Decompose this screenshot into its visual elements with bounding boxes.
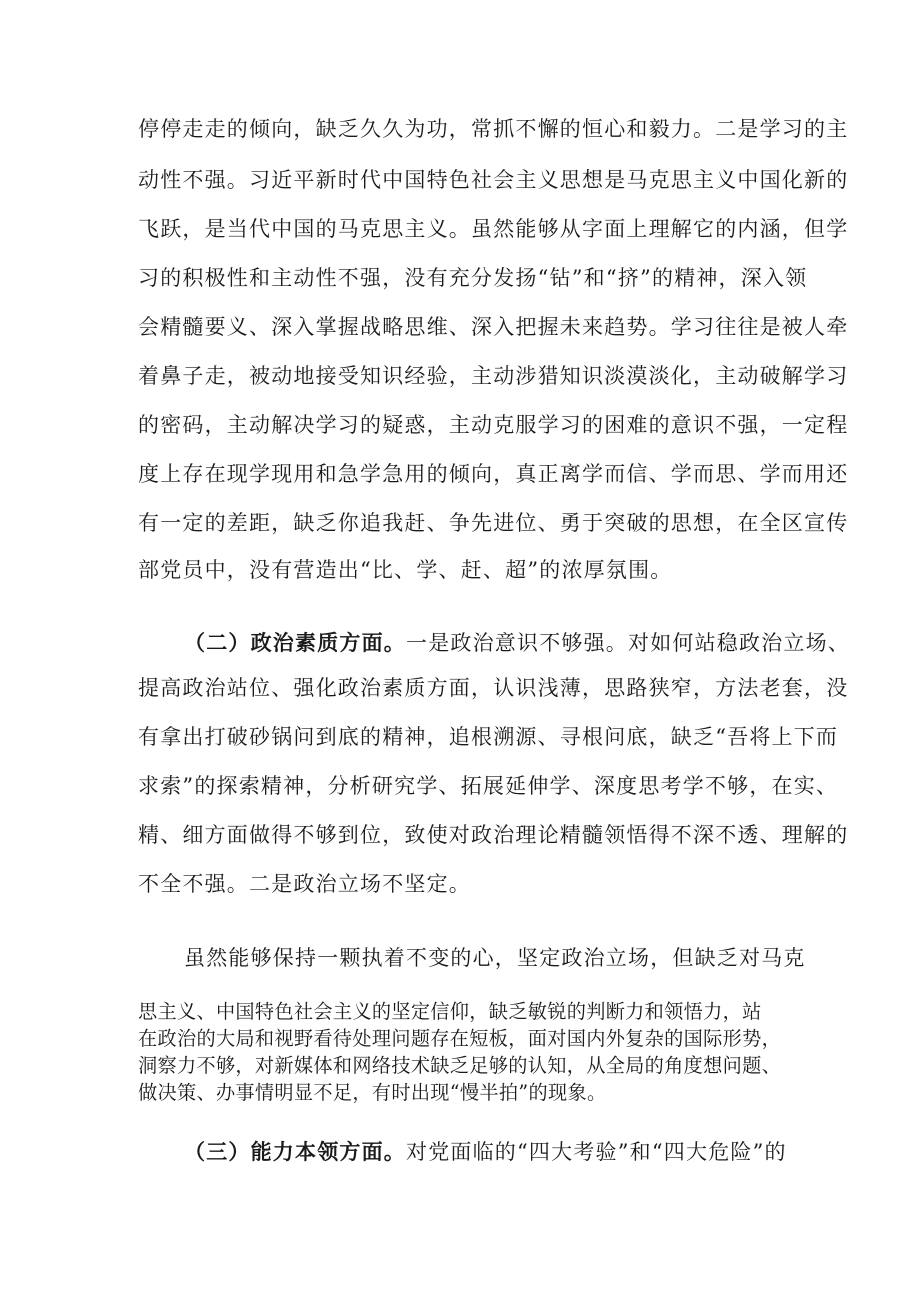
section-heading: （二）政治素质方面。 [184,630,406,655]
text-line: 有拿出打破砂锅问到底的精神，追根溯源、寻根问底，缺乏“吾将上下而 [138,725,839,749]
text-line: 习的积极性和主动性不强，没有充分发扬“钻”和“挤”的精神，深入领 [138,266,808,290]
section-text: 对党面临的“四大考验”和“四大危险”的 [406,1140,787,1164]
text-line: 做决策、办事情明显不足，有时出现“慢半拍”的现象。 [138,1081,607,1104]
text-line: 会精髓要义、深入掌握战略思维、深入把握未来趋势。学习往往是被人牵 [138,315,849,339]
text-line: 在政治的大局和视野看待处理问题存在短板，面对国内外复杂的国际形势， [138,1027,782,1050]
section-text: 一是政治意识不够强。对如何站稳政治立场、 [406,631,850,655]
section-heading: （三）能力本领方面。 [184,1139,406,1164]
text-line: 有一定的差距，缺乏你追我赶、争先进位、勇于突破的思想，在全区宣传 [138,511,849,535]
text-line: 不全不强。二是政治立场不坚定。 [138,872,471,896]
section-first-line [184,1138,787,1166]
text-line: 动性不强。习近平新时代中国特色社会主义思想是马克思主义中国化新的 [138,168,849,192]
text-line: 虽然能够保持一颗执着不变的心，坚定政治立场，但缺乏对马克 [184,946,806,970]
text-line: 求索”的探索精神，分析研究学、拓展延伸学、深度思考学不够，在实、 [138,774,839,798]
text-line: 停停走走的倾向，缺乏久久为功，常抓不懈的恒心和毅力。二是学习的主 [138,117,849,141]
text-line: 的密码，主动解决学习的疑惑，主动克服学习的困难的意识不强，一定程 [138,413,849,437]
text-line: 洞察力不够，对新媒体和网络技术缺乏足够的认知，从全局的角度想问题、 [138,1054,782,1077]
text-line: 提高政治站位、强化政治素质方面，认识浅薄，思路狭窄，方法老套，没 [138,676,849,700]
text-line: 飞跃，是当代中国的马克思主义。虽然能够从字面上理解它的内涵，但学 [138,217,849,241]
text-line: 度上存在现学现用和急学急用的倾向，真正离学而信、学而思、学而用还 [138,462,849,486]
text-line: 部党员中，没有营造出“比、学、赶、超”的浓厚氛围。 [138,558,673,582]
section-first-line [184,629,850,657]
text-line: 精、细方面做得不够到位，致使对政治理论精髓领悟得不深不透、理解的 [138,823,849,847]
text-line: 着鼻子走，被动地接受知识经验，主动涉猎知识淡漠淡化，主动破解学习 [138,364,849,388]
text-line: 思主义、中国特色社会主义的坚定信仰，缺乏敏锐的判断力和领悟力，站 [138,1000,762,1023]
